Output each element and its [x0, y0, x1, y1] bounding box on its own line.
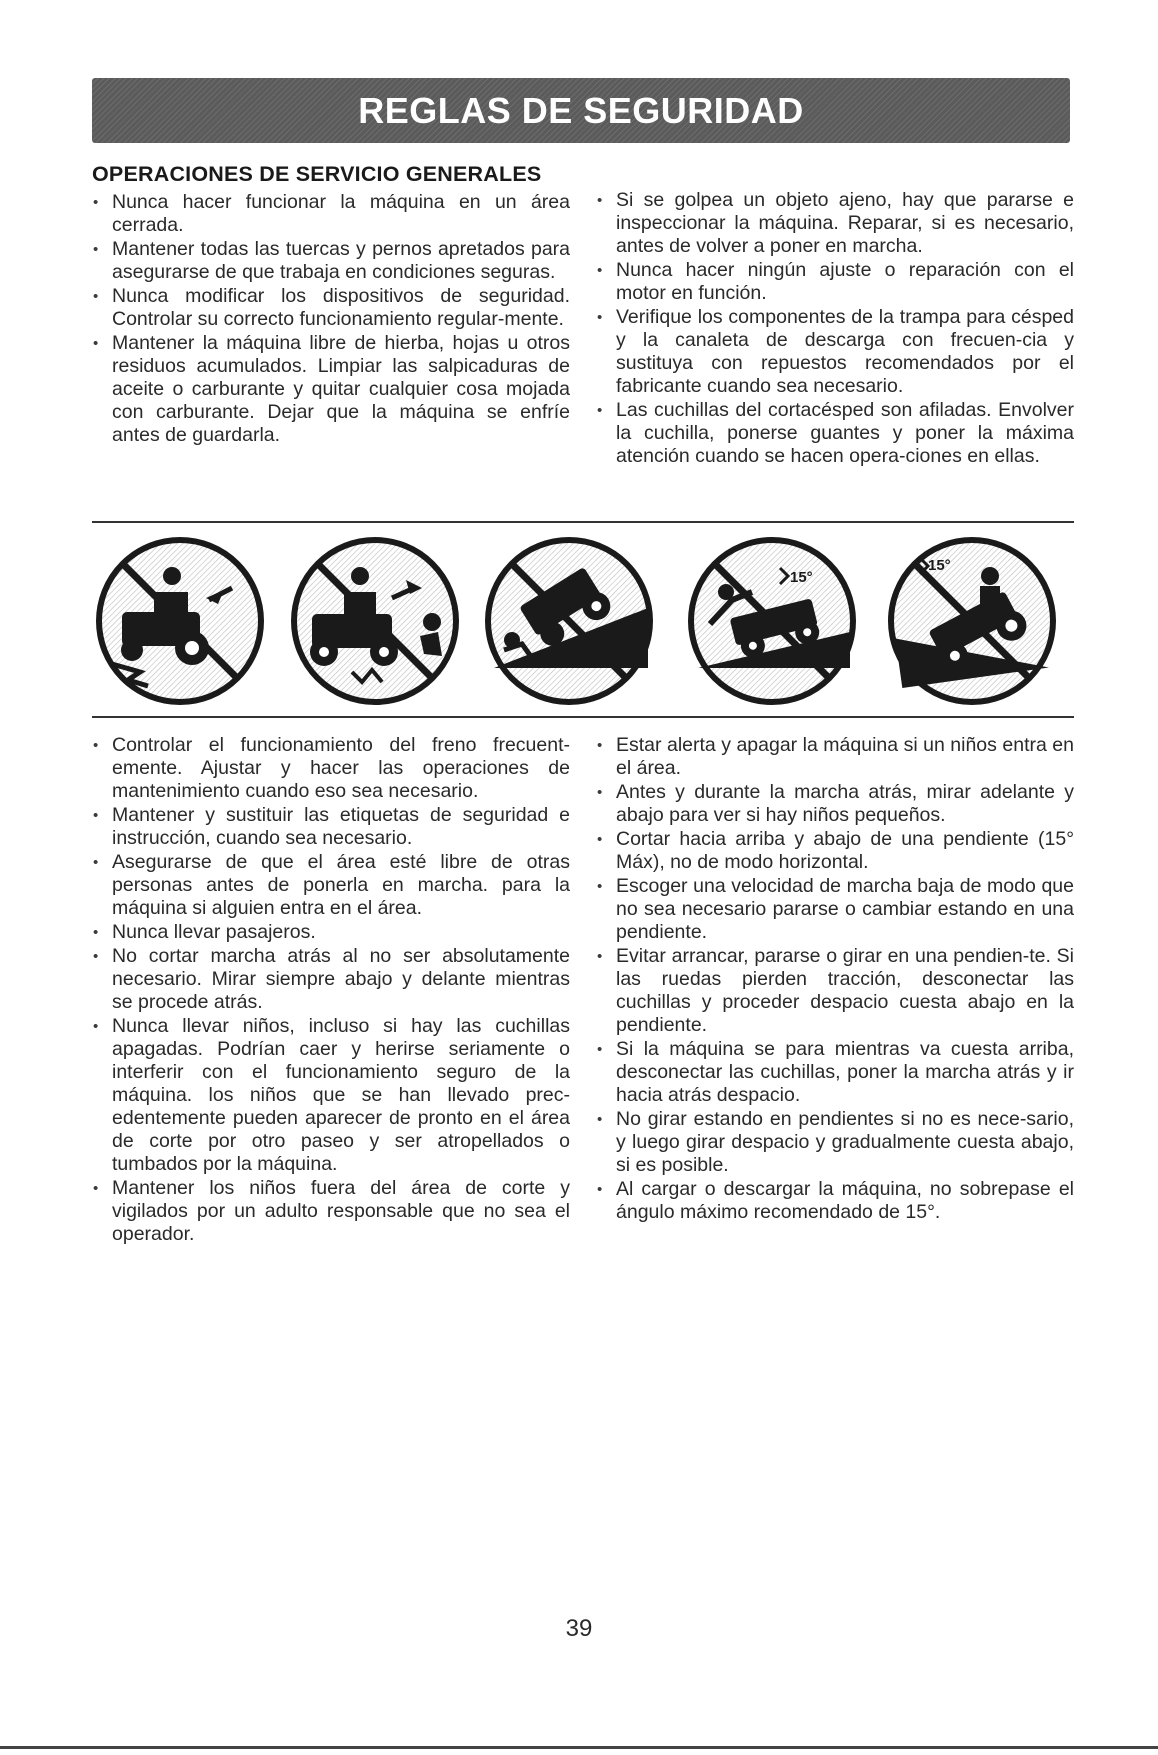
top-right-column [596, 162, 1074, 469]
top-left-column [92, 162, 570, 469]
rule-item: • Si se golpea un objeto ajeno, hay que pararse e inspeccionar la máquina. Reparar, si es necesario, antes de volver a poner en marcha. [596, 189, 1074, 258]
rule-item: • Escoger una velocidad de marcha baja de modo que no sea necesario pararse o cambiar estando en una pendiente. [596, 875, 1074, 944]
rule-item: • Nunca hacer ningún ajuste o reparación con el motor en función. [596, 259, 1074, 305]
bottom-section [92, 734, 1074, 1247]
no-steep-slope-15-icon [691, 540, 853, 702]
rule-item: • Asegurarse de que el área esté libre de otras personas antes de ponerla en marcha. para la máquina si alguien entra en el área. [92, 851, 570, 920]
no-sideways-slope-15-icon [891, 540, 1053, 702]
rule-item: • Antes y durante la marcha atrás, mirar adelante y abajo para ver si hay niños pequeños. [596, 781, 1074, 827]
slope-angle-label: 15° [790, 569, 813, 586]
bottom-right-column [596, 734, 1074, 1247]
rule-list [92, 734, 570, 1246]
rule-item: • Estar alerta y apagar la máquina si un niños entra en el área. [596, 734, 1074, 780]
rule-item: • Nunca hacer funcionar la máquina en un área cerrada. [92, 191, 570, 237]
page-number: 39 [565, 1615, 593, 1642]
divider [92, 716, 1074, 718]
rule-list [596, 189, 1074, 468]
rule-item: • Al cargar o descargar la máquina, no sobrepase el ángulo máximo recomendado de 15°. [596, 1178, 1074, 1224]
section-heading: OPERACIONES DE SERVICIO GENERALES [92, 162, 542, 186]
page-title: REGLAS DE SEGURIDAD [358, 89, 804, 131]
rule-item: • Nunca llevar pasajeros. [92, 921, 570, 944]
rule-list [92, 191, 570, 447]
rule-item: • Nunca modificar los dispositivos de seguridad. Controlar su correcto funcionamiento regular-mente. [92, 285, 570, 331]
rule-item: • Cortar hacia arriba y abajo de una pendiente (15° Máx), no de modo horizontal. [596, 828, 1074, 874]
rule-item: • No girar estando en pendientes si no es nece-sario, y luego girar despacio y gradualmente cuesta abajo, si es posible. [596, 1108, 1074, 1177]
slope-angle-label: 15° [928, 557, 951, 574]
rule-list [596, 734, 1074, 1224]
no-tipping-on-slope-icon [488, 540, 650, 702]
rule-item: • Mantener y sustituir las etiquetas de seguridad e instrucción, cuando sea necesario. [92, 804, 570, 850]
rule-item: • Si la máquina se para mientras va cuesta arriba, desconectar las cuchillas, poner la marcha atrás y ir hacia atrás despacio. [596, 1038, 1074, 1107]
rule-item: • Nunca llevar niños, incluso si hay las cuchillas apagadas. Podrían caer y herirse seriamente o interferir con el funcionamiento seguro de la máquina. los niños que se han llevado prec-edentemente pueden aparecer de pronto en el área de corte por otro paseo y ser atropellados o tumbados por la máquina. [92, 1015, 570, 1176]
rule-item: • Mantener los niños fuera del área de corte y vigilados por un adulto responsable que no sea el operador. [92, 1177, 570, 1246]
title-banner [92, 78, 1070, 143]
rule-item: • Las cuchillas del cortacésped son afiladas. Envolver la cuchilla, ponerse guantes y poner la máxima atención cuando se hacen opera-ciones en ellas. [596, 399, 1074, 468]
page-edge [0, 1746, 1158, 1749]
rule-item: • Controlar el funcionamiento del freno frecuent-emente. Ajustar y hacer las operaciones de mantenimiento cuando eso sea necesario. [92, 734, 570, 803]
divider [92, 521, 1074, 523]
no-children-near-mower-icon [294, 540, 456, 702]
rule-item: • Mantener todas las tuercas y pernos apretados para asegurarse de que trabaja en condiciones seguras. [92, 238, 570, 284]
rule-item: • No cortar marcha atrás al no ser absolutamente necesario. Mirar siempre abajo y delante mientras se procede atrás. [92, 945, 570, 1014]
rule-item: • Verifique los componentes de la trampa para césped y la canaleta de descarga con frecuen-cia y sustituya con repuestos recomendados por el fabricante cuando sea necesario. [596, 306, 1074, 398]
rule-item: • Mantener la máquina libre de hierba, hojas u otros residuos acumulados. Limpiar las salpicaduras de aceite o carburante y quitar cualquier cosa mojada con carburante. Dejar que la máquina se enfríe antes de guardarla. [92, 332, 570, 447]
no-riding-over-child-icon [99, 540, 261, 702]
rule-item: • Evitar arrancar, pararse o girar en una pendien-te. Si las ruedas pierden tracción, desconectar las cuchillas y proceder despacio cuesta abajo en la pendiente. [596, 945, 1074, 1037]
top-section [92, 162, 1074, 469]
warning-icon-row [92, 532, 1074, 710]
bottom-left-column [92, 734, 570, 1247]
